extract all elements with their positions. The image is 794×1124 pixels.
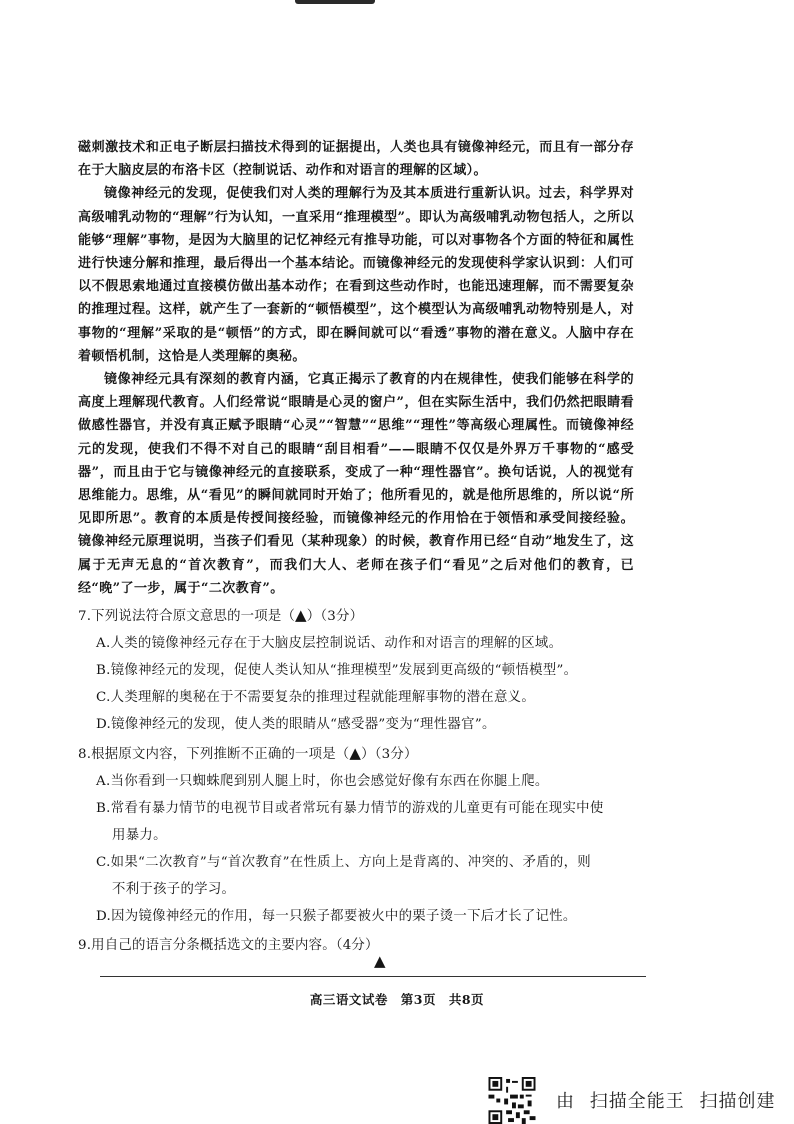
passage-paragraph-3: 镜像神经元具有深刻的教育内涵，它真正揭示了教育的内在规律性，使我们能够在科学的高度上理解现代教育。人们经常说“眼睛是心灵的窗户”，但在实际生活中，我们仍然把眼睛看做感性器官，并没有真正赋予眼睛“心灵”“智慧”“思维”“理性”等高级心理属性。而镜像神经元的发现，使我们不得不对自己的眼睛“刮目相看”——眼睛不仅仅是外界万千事物的“感受器”，而且由于它与镜像神经元的直接联系，变成了一种“理性器官”。换句话说，人的视觉有思维能力。思维，从“看见”的瞬间就同时开始了；他所看见的，就是他所思维的，所以说“所见即所思”。教育的本质是传授间接经验，而镜像神经元的作用恰在于领悟和承受间接经验。镜像神经元原理说明，当孩子们看见（某种现象）的时候，教育作用已经“自动”地发生了，这属于无声无息的“首次教育”，而我们大人、老师在孩子们“看见”之后对他们的教育，已经“晚”了一步，属于“二次教育”。 xyxy=(78,372,634,596)
question-8-option-d: D.因为镜像神经元的作用，每一只猴子都要被火中的栗子烫一下后才长了记性。 xyxy=(96,909,577,925)
answer-blank-mark: ▲ xyxy=(349,744,362,763)
page-footer xyxy=(0,990,794,1008)
footer-page-number: 第3页 xyxy=(400,992,436,1007)
scanner-watermark xyxy=(556,1087,783,1113)
question-8 xyxy=(78,740,634,930)
question-9-stem: 9.用自己的语言分条概括选文的主要内容。（4分） xyxy=(78,938,379,954)
question-8-option-b: B.常看有暴力情节的电视节目或者常玩有暴力情节的游戏的儿童更有可能在现实中使 用暴力。 xyxy=(96,801,604,844)
question-7-option-c: C.人类理解的奥秘在于不需要复杂的推理过程就能理解事物的潜在意义。 xyxy=(96,690,536,706)
question-8-option-a: A.当你看到一只蜘蛛爬到别人腿上时，你也会感觉好像有东西在你腿上爬。 xyxy=(96,774,549,790)
footer-exam-title: 高三语文试卷 xyxy=(309,992,388,1007)
answer-blank-mark: ▲ xyxy=(295,606,307,625)
question-7-option-b: B.镜像神经元的发现，促使人类认知从“推理模型”发展到更高级的“顿悟模型”。 xyxy=(96,663,578,679)
question-7-option-a: A.人类的镜像神经元存在于大脑皮层控制说话、动作和对语言的理解的区域。 xyxy=(96,636,563,652)
watermark-suffix: 扫描创建 xyxy=(699,1091,776,1112)
question-9 xyxy=(78,932,634,959)
scan-artifact xyxy=(295,0,375,4)
qr-code-icon xyxy=(488,1077,536,1124)
question-8-stem: 8.根据原文内容，下列推断不正确的一项是（▲）（3分） xyxy=(78,744,418,763)
question-7 xyxy=(78,602,634,738)
passage-paragraph-2: 镜像神经元的发现，促使我们对人类的理解行为及其本质进行重新认识。过去，科学界对高级哺乳动物的“理解”行为认知，一直采用“推理模型”。即认为高级哺乳动物包括人，之所以能够“理解”事物，是因为大脑里的记忆神经元有推导功能，可以对事物各个方面的特征和属性进行快速分解和推理，最后得出一个基本结论。而镜像神经元的发现使科学家认识到：人们可以不假思索地通过直接模仿做出基本动作；在看到这些动作时，也能迅速理解，而不需要复杂的推理过程。这样，就产生了一套新的“顿悟模型”，这个模型认为高级哺乳动物特别是人，对事物的“理解”采取的是“顿悟”的方式，即在瞬间就可以“看透”事物的潜在意义。人脑中存在着顿悟机制，这恰是人类理解的奥秘。 xyxy=(78,186,634,364)
watermark-app-name: 扫描全能王 xyxy=(589,1091,685,1112)
answer-area-triangle: ▲ xyxy=(374,952,386,970)
watermark-prefix: 由 xyxy=(556,1091,575,1112)
question-8-option-c: C.如果“二次教育”与“首次教育”在性质上、方向上是背离的、冲突的、矛盾的，则 不利于孩子的学习。 xyxy=(96,855,591,898)
exam-content xyxy=(78,136,634,959)
question-7-stem: 7.下列说法符合原文意思的一项是（▲）（3分） xyxy=(78,606,364,625)
footer-total-pages: 共8页 xyxy=(448,992,485,1007)
passage-paragraph-1: 磁刺激技术和正电子断层扫描技术得到的证据提出，人类也具有镜像神经元，而且有一部分存在于大脑皮层的布洛卡区（控制说话、动作和对语言的理解的区域）。 xyxy=(78,140,634,179)
question-7-option-d: D.镜像神经元的发现，使人类的眼睛从“感受器”变为“理性器官”。 xyxy=(96,717,496,733)
footer-divider xyxy=(100,976,646,977)
